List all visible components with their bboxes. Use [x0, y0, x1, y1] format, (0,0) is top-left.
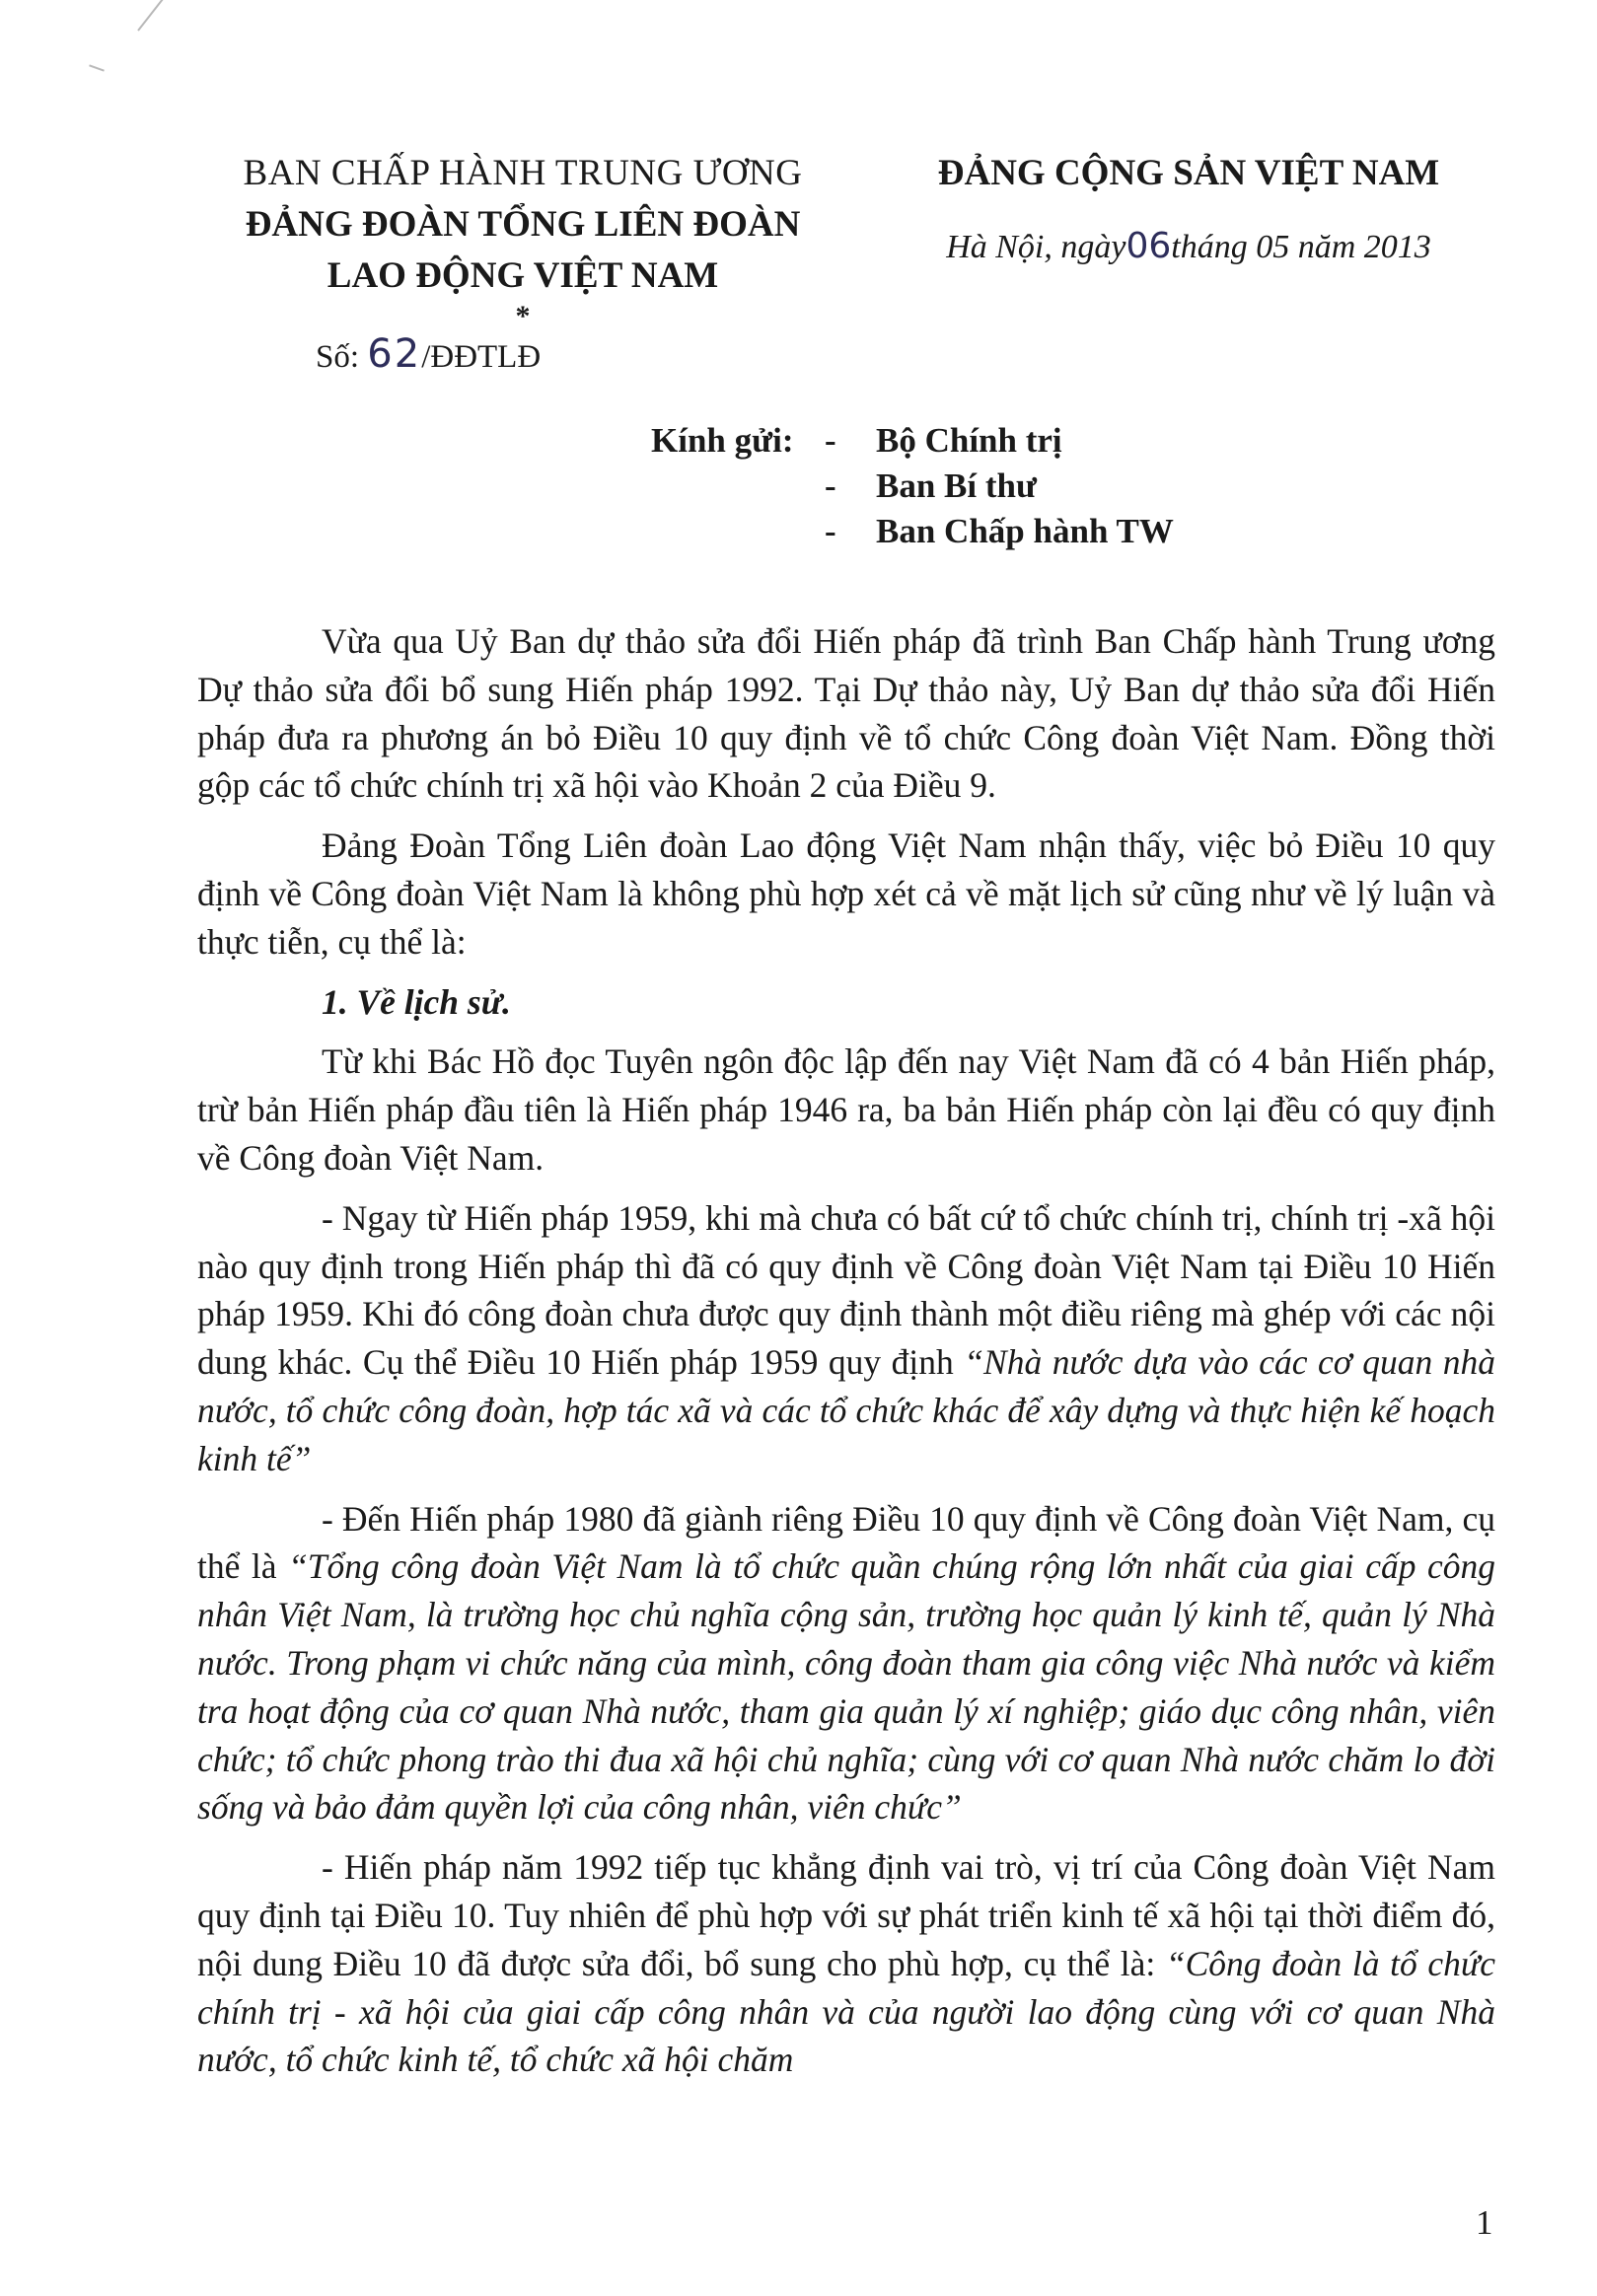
party-name: ĐẢNG CỘNG SẢN VIỆT NAM	[937, 153, 1440, 193]
paragraph-intro: Vừa qua Uỷ Ban dự thảo sửa đổi Hiến pháp đã trình Ban Chấp hành Trung ương Dự thảo sửa đổi bổ sung Hiến pháp 1992. Tại Dự thảo này, Uỷ Ban dự thảo sửa đổi Hiến pháp đưa ra phương án bỏ Điều 10 quy định về tổ chức Công đoàn Việt Nam. Đồng thời gộp các tổ chức chính trị xã hội vào Khoản 2 của Điều 9.	[197, 621, 1495, 806]
recipient-item: Ban Chấp hành TW	[876, 512, 1174, 550]
paragraph-history: Từ khi Bác Hồ đọc Tuyên ngôn độc lập đến nay Việt Nam đã có 4 bản Hiến pháp, trừ bản Hiến pháp đầu tiên là Hiến pháp 1946 ra, ba bản Hiến pháp còn lại đều có quy định về Công đoàn Việt Nam.	[197, 1041, 1495, 1178]
paragraph-assessment: Đảng Đoàn Tổng Liên đoàn Lao động Việt Nam nhận thấy, việc bỏ Điều 10 quy định về Công đoàn Việt Nam là không phù hợp xét cả về mặt lịch sử cũng như về lý luận và thực tiễn, cụ thể là:	[197, 825, 1495, 962]
document-date	[893, 221, 1485, 273]
quote-1992: “Công đoàn là tổ chức chính trị - xã hội của giai cấp công nhân và của người lao động cùng với cơ quan Nhà nước, tổ chức kinh tế, tổ chức xã hội chăm	[197, 1943, 1496, 2080]
document-number	[316, 331, 541, 377]
paragraph-constitution-1980	[197, 1495, 1495, 1832]
recipient-item: Bộ Chính trị	[876, 421, 1062, 460]
paragraph-text: - Đến Hiến pháp 1980 đã giành riêng Điều 10 quy định về Công đoàn Việt Nam, cụ thể là	[197, 1498, 1495, 1587]
recipient-dash: -	[825, 466, 836, 505]
issuer-star: *	[515, 300, 531, 332]
issuer-line-2: ĐẢNG ĐOÀN TỔNG LIÊN ĐOÀN	[245, 204, 801, 245]
recipient-item: Ban Bí thư	[876, 466, 1038, 505]
document-number-suffix: /ĐĐTLĐ	[421, 339, 542, 375]
date-after: tháng 05 năm 2013	[1171, 229, 1431, 265]
recipients-block	[651, 418, 1174, 554]
paragraph-text: - Ngay từ Hiến pháp 1959, khi mà chưa có bất cứ tổ chức chính trị, chính trị -xã hội nào quy định trong Hiến pháp thì đã có quy định về Công đoàn Việt Nam tại Điều 10 Hiến pháp 1959. Khi đó công đoàn chưa được quy định thành một điều riêng mà ghép với các nội dung khác. Cụ thể Điều 10 Hiến pháp 1959 quy định	[197, 1197, 1495, 1383]
recipient-row	[651, 418, 1174, 464]
recipients-label: Kính gửi:	[651, 421, 794, 460]
recipient-row	[651, 464, 1174, 509]
section-heading-history: 1. Về lịch sử.	[322, 981, 511, 1022]
scan-mark	[137, 0, 176, 32]
letter-body	[197, 617, 1495, 2096]
recipient-row	[651, 509, 1174, 554]
party-block	[893, 148, 1485, 273]
issuer-block	[197, 148, 848, 377]
recipient-dash: -	[825, 512, 836, 550]
date-day-handwritten: 06	[1125, 226, 1172, 266]
recipient-dash: -	[825, 421, 836, 460]
issuer-line-3: LAO ĐỘNG VIỆT NAM	[327, 255, 719, 296]
quote-1980: “Tổng công đoàn Việt Nam là tổ chức quần chúng rộng lớn nhất của giai cấp công nhân Việt Nam, là trường học chủ nghĩa cộng sản, trường học quản lý kinh tế, quản lý Nhà nước. Trong phạm vi chức năng của mình, công đoàn tham gia công việc Nhà nước và kiểm tra hoạt động của cơ quan Nhà nước, tham gia quản lý xí nghiệp; giáo dục công nhân, viên chức; tổ chức phong trào thi đua xã hội chủ nghĩa; cùng với cơ quan Nhà nước chăm lo đời sống và bảo đảm quyền lợi của công nhân, viên chức”	[197, 1546, 1495, 1828]
paragraph-text: - Hiến pháp năm 1992 tiếp tục khẳng định vai trò, vị trí của Công đoàn Việt Nam quy định tại Điều 10. Tuy nhiên để phù hợp với sự phát triển kinh tế xã hội tại thời điểm đó, nội dung Điều 10 đã được sửa đổi, bổ sung cho phù hợp, cụ thể là:	[197, 1847, 1495, 1983]
paragraph-constitution-1992	[197, 1843, 1495, 2084]
scan-dash	[89, 64, 105, 71]
page-number: 1	[1476, 2203, 1493, 2242]
issuer-line-1: BAN CHẤP HÀNH TRUNG ƯƠNG	[243, 153, 803, 193]
date-before: Hà Nội, ngày	[946, 229, 1126, 265]
paragraph-constitution-1959	[197, 1194, 1495, 1483]
document-number-handwritten: 62	[367, 331, 422, 377]
quote-1959: “Nhà nước dựa vào các cơ quan nhà nước, tổ chức công đoàn, hợp tác xã và các tổ chức khác để xây dựng và thực hiện kế hoạch kinh tế”	[197, 1342, 1496, 1478]
document-number-prefix: Số:	[316, 339, 360, 375]
